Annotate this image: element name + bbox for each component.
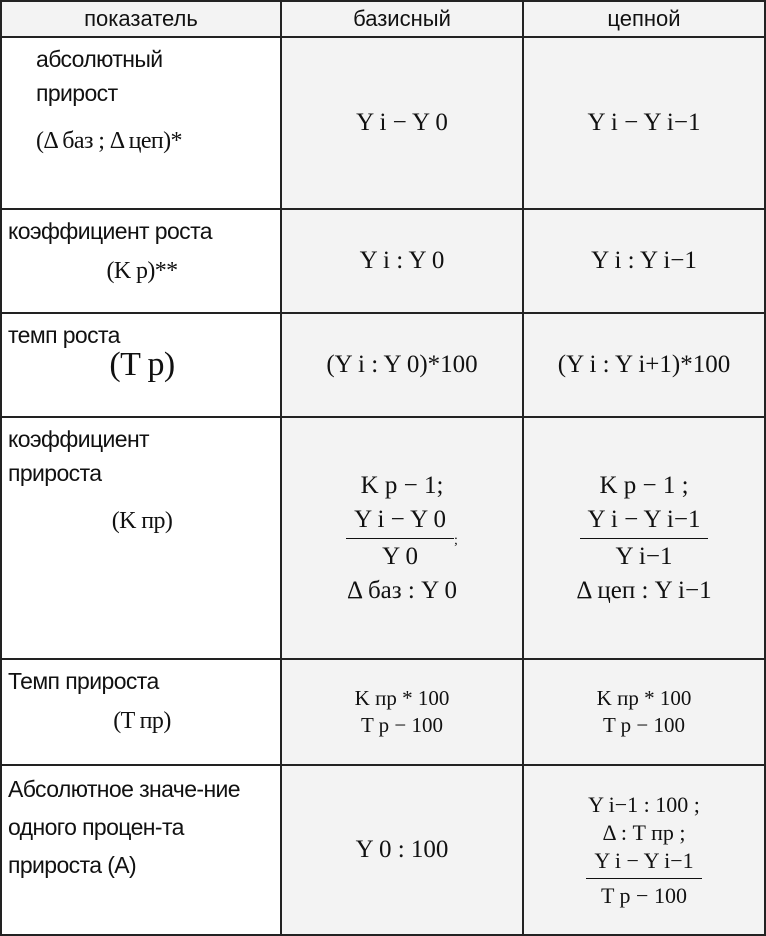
chain-fraction xyxy=(580,506,709,571)
row-symbol: (T p) xyxy=(109,346,175,383)
header-indicator: показатель xyxy=(1,1,281,37)
table-row xyxy=(1,313,765,417)
chain-formula: Y i − Y i−1 xyxy=(523,37,765,209)
row-label-cell xyxy=(1,417,281,659)
row-label: Абсолютное значе-ние одного процен-та прироста (A) xyxy=(8,776,240,878)
row-label-cell xyxy=(1,209,281,313)
table-row xyxy=(1,765,765,935)
base-formula-line: K p − 1; xyxy=(360,471,444,499)
row-label-cell xyxy=(1,313,281,417)
header-base: базисный xyxy=(281,1,523,37)
base-formula-line: Δ баз : Y 0 xyxy=(347,576,457,604)
base-fraction xyxy=(346,506,454,571)
row-label: коэффициент прироста xyxy=(8,426,149,486)
chain-formula-line: K пр * 100 xyxy=(596,686,692,710)
base-formula: (Y i : Y 0)*100 xyxy=(281,313,523,417)
table-row xyxy=(1,417,765,659)
table-row xyxy=(1,659,765,765)
row-label: абсолютный прирост xyxy=(36,46,163,106)
row-symbol: (T пр) xyxy=(113,708,171,734)
header-row xyxy=(1,1,765,37)
row-symbol: (K p)** xyxy=(106,258,178,284)
chain-formula: Y i : Y i−1 xyxy=(523,209,765,313)
base-formula: Y i : Y 0 xyxy=(281,209,523,313)
row-symbol: (K пр) xyxy=(111,508,173,534)
chain-formula-line: Y i−1 : 100 ; xyxy=(588,791,700,817)
row-label-cell xyxy=(1,765,281,935)
fraction-denominator: T p − 100 xyxy=(601,882,687,908)
table-row xyxy=(1,37,765,209)
fraction-numerator: Y i − Y i−1 xyxy=(586,848,701,879)
chain-formula xyxy=(523,765,765,935)
row-label: коэффициент роста xyxy=(8,218,212,244)
base-formula-line: T p − 100 xyxy=(360,713,444,737)
header-chain: цепной xyxy=(523,1,765,37)
chain-fraction-line xyxy=(524,506,764,571)
chain-formula-line: K p − 1 ; xyxy=(599,471,689,499)
row-label: Темп прироста xyxy=(8,668,159,694)
chain-formula xyxy=(523,659,765,765)
chain-formula xyxy=(523,417,765,659)
base-fraction-line xyxy=(282,506,522,571)
base-formula-line: K пр * 100 xyxy=(354,686,450,710)
base-formula xyxy=(281,417,523,659)
fraction-numerator: Y i − Y i−1 xyxy=(580,506,709,539)
base-formula: Y 0 : 100 xyxy=(281,765,523,935)
row-symbol: (Δ бaз ; Δ цeп)* xyxy=(36,128,182,154)
base-formula xyxy=(281,659,523,765)
fraction-denominator: Y 0 xyxy=(382,542,418,570)
row-label-cell xyxy=(1,37,281,209)
chain-fraction-line xyxy=(524,848,764,909)
chain-formula-line: T p − 100 xyxy=(602,713,686,737)
chain-formula-line: Δ : T пр ; xyxy=(602,819,686,845)
row-label-cell xyxy=(1,659,281,765)
fraction-numerator: Y i − Y 0 xyxy=(346,506,454,539)
fraction-denominator: Y i−1 xyxy=(615,542,673,570)
row-label: темп роста xyxy=(8,322,120,348)
chain-formula: (Y i : Y i+1)*100 xyxy=(523,313,765,417)
fraction-tail: ; xyxy=(453,532,458,548)
chain-formula-line: Δ цеп : Y i−1 xyxy=(576,576,712,604)
table-row xyxy=(1,209,765,313)
base-formula: Y i − Y 0 xyxy=(281,37,523,209)
chain-fraction xyxy=(586,848,701,909)
